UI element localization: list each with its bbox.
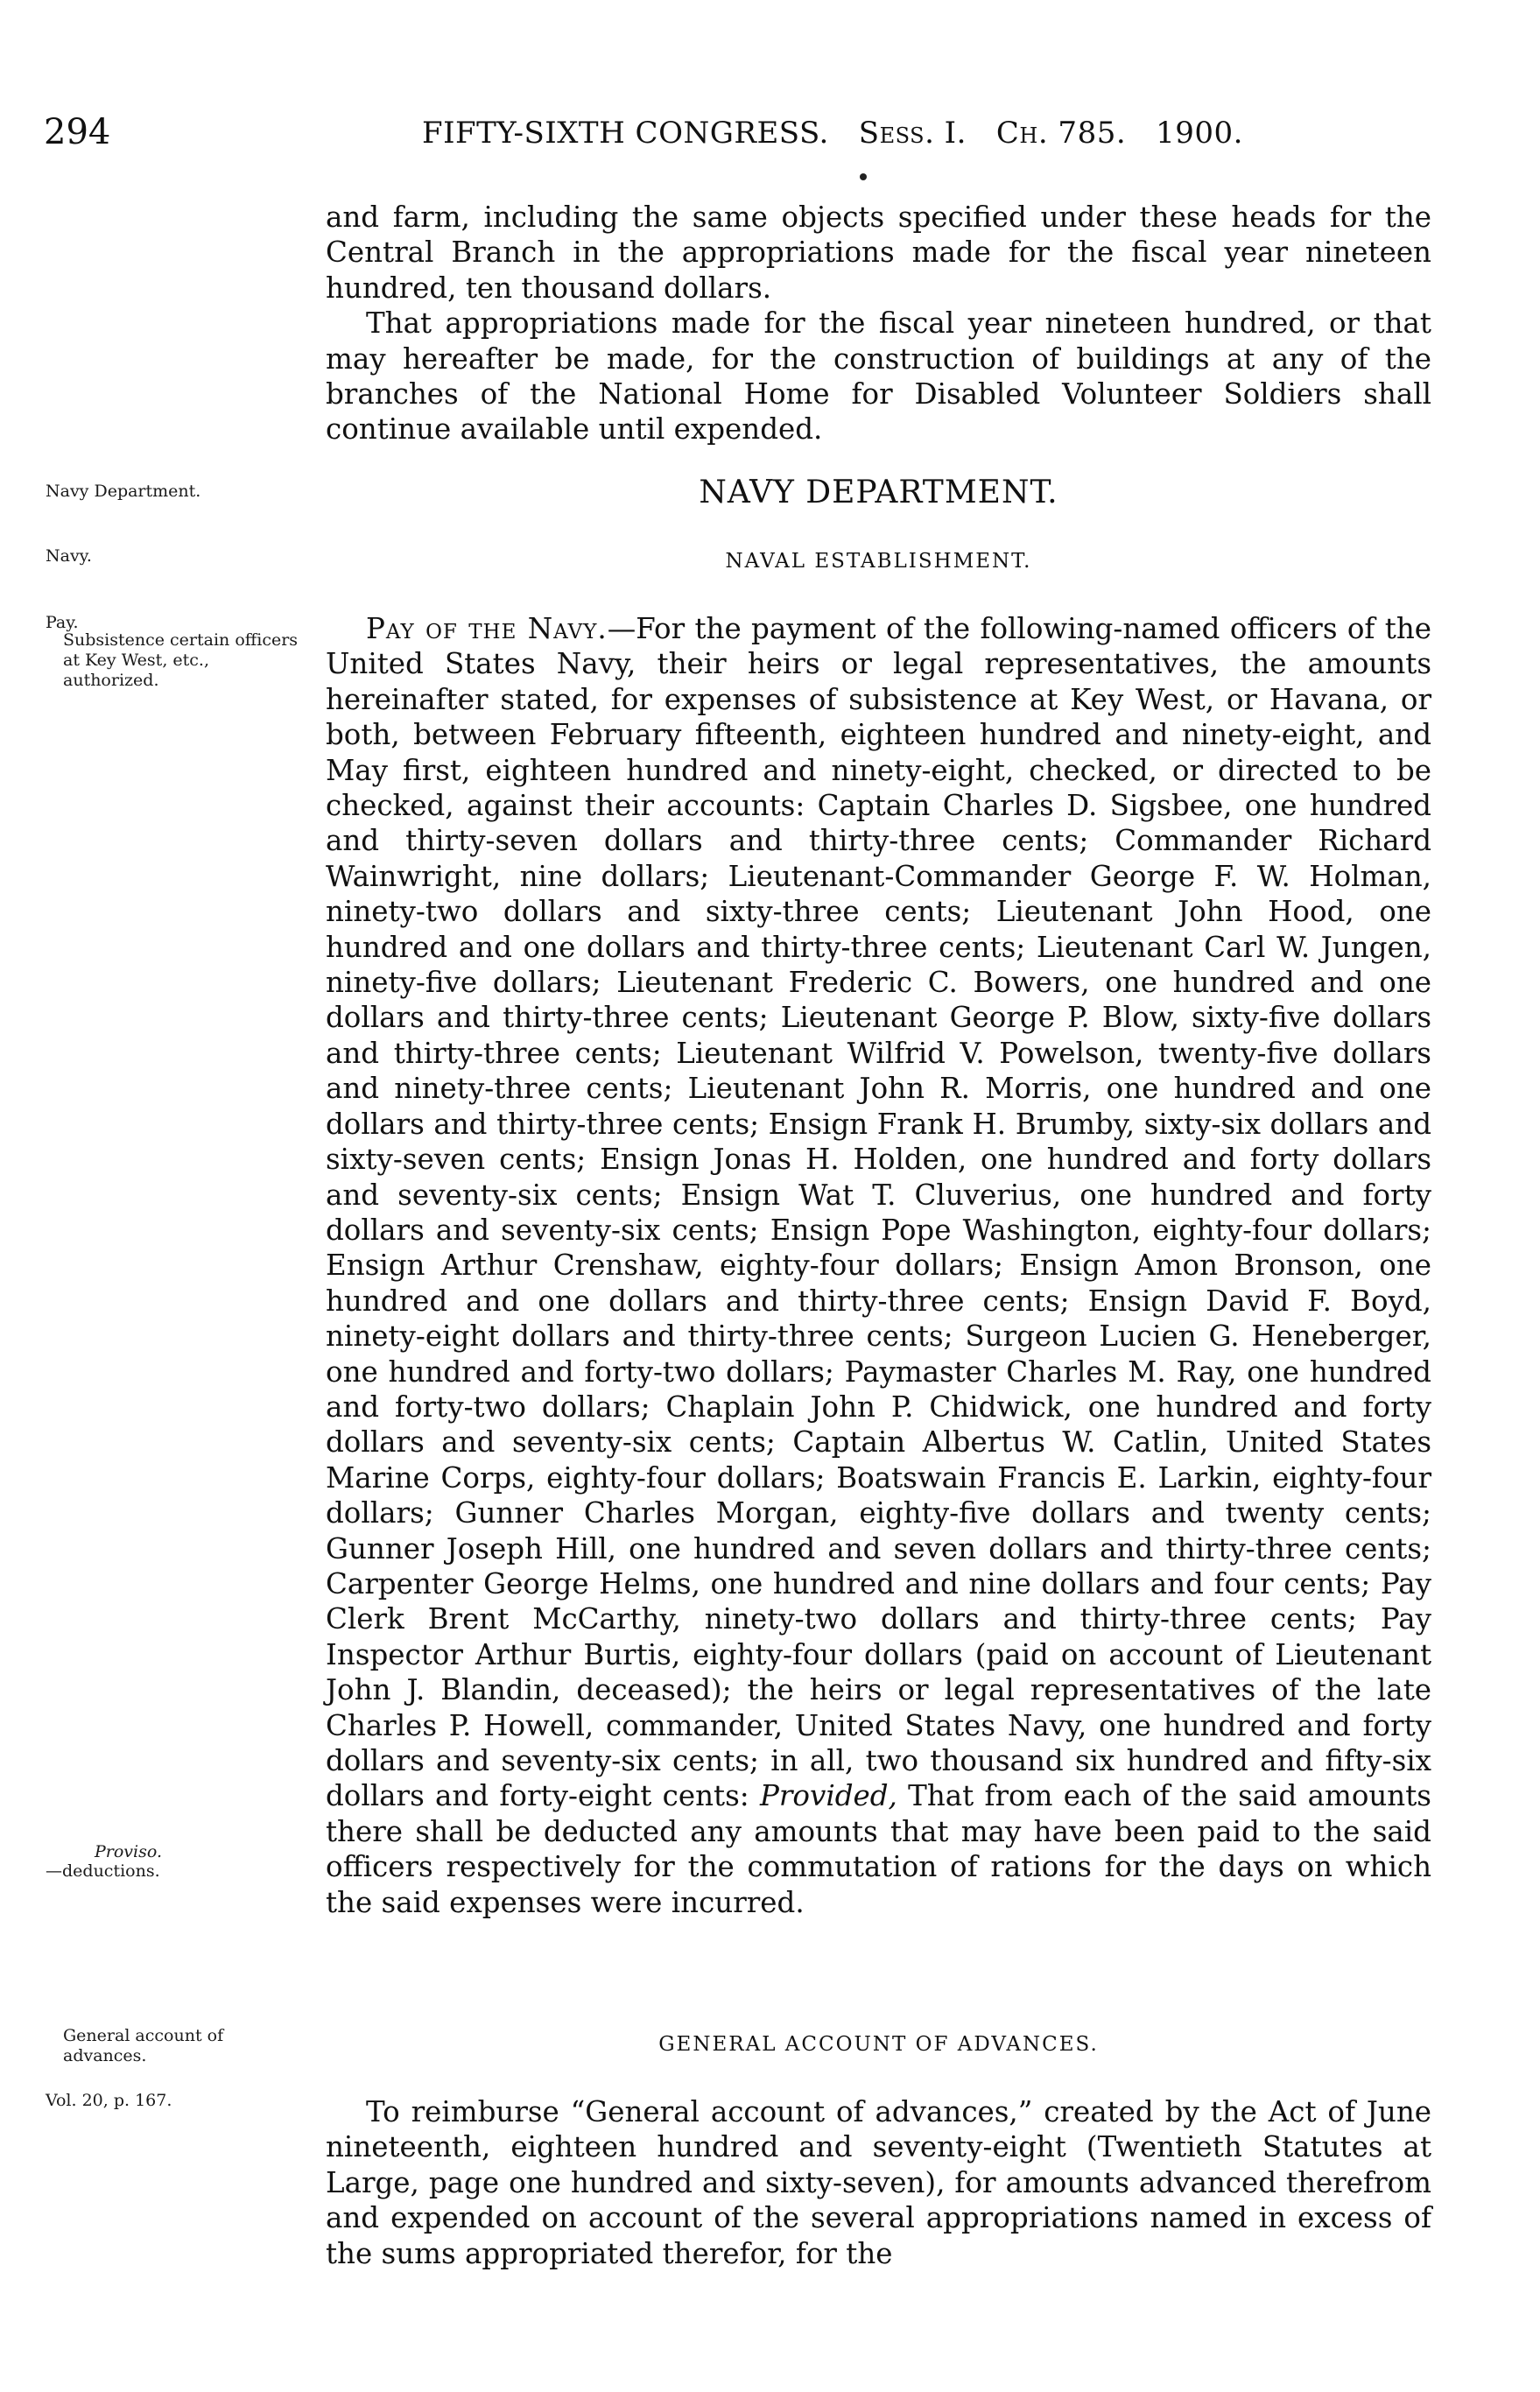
margin-note-general-account-text: General account of advances. (63, 2026, 224, 2065)
margin-note-volume-reference: Vol. 20, p. 167. (46, 2091, 172, 2110)
chapter-label: Ch. 785. (995, 116, 1127, 151)
navy-department-heading: NAVY DEPARTMENT. (699, 475, 1058, 510)
session-label: Sess. I. (858, 116, 967, 151)
running-head-title (422, 116, 1243, 151)
year-label: 1900. (1156, 116, 1243, 151)
intro-paragraph-2: That appropriations made for the fiscal year nineteen hundred, or that may hereafter be made, for the construction of buildings at any of the branches of the National Home for Disabled Volunteer Soldiers shall continue available until expended. (326, 306, 1431, 447)
intro-paragraph-1: and farm, including the same objects specified under these heads for the Central Branch in the appropriations made for the fiscal year nineteen hundred, ten thousand dollars. (326, 201, 1431, 305)
pay-of-navy-body: —For the payment of the following-named officers of the United States Navy, their heirs or legal representatives, the amounts hereinafter stated, for expenses of subsistence at Key West, or Havana, or both, between February fifteenth, eighteen hundred and ninety-eight, and May first, eighteen hundred and ninety-eight, checked, or directed to be checked, against their accounts: Captain Charles D. Sigsbee, one hundred and thirty-seven dollars and thirty-three cents; Commander Richard Wainwright, nine dollars; Lieutenant-Commander George F. W. Holman, ninety-two dollars and sixty-three cents; Lieutenant John Hood, one hundred and one dollars and thirty-three cents; Lieutenant Carl W. Jungen, ninety-five dollars; Lieutenant Frederic C. Bowers, one hundred and one dollars and thirty-three cents; Lieutenant George P. Blow, sixty-five dollars and thirty-three cents; Lieutenant Wilfrid V. Powelson, twenty-five dollars and ninety-three cents; Lieutenant John R. Morris, one hundred and one dollars and thirty-three cents; Ensign Frank H. Brumby, sixty-six dollars and sixty-seven cents; Ensign Jonas H. Holden, one hundred and forty dollars and seventy-six cents; Ensign Wat T. Cluverius, one hundred and forty dollars and seventy-six cents; Ensign Pope Washington, eighty-four dollars; Ensign Arthur Crenshaw, eighty-four dollars; Ensign Amon Bronson, one hundred and one dollars and thirty-three cents; Ensign David F. Boyd, ninety-eight dollars and thirty-three cents; Surgeon Lucien G. Heneberger, one hundred and forty-two dollars; Paymaster Charles M. Ray, one hundred and forty-two dollars; Chaplain John P. Chidwick, one hundred and forty dollars and seventy-six cents; Captain Albertus W. Catlin, United States Marine Corps, eighty-four dollars; Boatswain Francis E. Larkin, eighty-four dollars; Gunner Charles Morgan, eighty-five dollars and twenty cents; Gunner Joseph Hill, one hundred and seven dollars and thirty-three cents; Carpenter George Helms, one hundred and nine dollars and four cents; Pay Clerk Brent McCarthy, ninety-two dollars and thirty-three cents; Pay Inspector Arthur Burtis, eighty-four dollars (paid on account of Lieutenant John J. Blandin, deceased); the heirs or legal representatives of the late Charles P. Howell, commander, United States Navy, one hundred and forty dollars and seventy-six cents; in all, two thousand six hundred and fifty-six dollars and forty-eight cents: (326, 612, 1432, 1813)
margin-note-navy-department: Navy Department. (46, 482, 201, 501)
pay-of-navy-paragraph (326, 611, 1431, 1920)
general-account-paragraph: To reimburse “General account of advances,” created by the Act of June nineteenth, eighteen hundred and seventy-eight (Twentieth Statutes at Large, page one hundred and sixty-seven), for amounts advanced therefrom and expended on account of the several appropriations named in excess of the sums appropriated therefor, for the (326, 2095, 1431, 2270)
margin-note-subsistence (46, 630, 305, 691)
running-head (44, 112, 1427, 156)
general-account-heading: GENERAL ACCOUNT OF ADVANCES. (658, 2033, 1099, 2056)
printer-dot-mark (860, 173, 867, 180)
margin-note-navy: Navy. (46, 546, 92, 566)
margin-note-pay: Pay. (46, 613, 79, 632)
page-number: 294 (44, 112, 111, 152)
intro-section (326, 200, 1431, 447)
naval-establishment-subheading: NAVAL ESTABLISHMENT. (725, 550, 1032, 573)
margin-note-general-account (46, 2026, 291, 2066)
congress-title: FIFTY-SIXTH CONGRESS. (422, 116, 829, 151)
proviso-text: That from each of the said amounts there shall be deducted any amounts that may have been paid to the said officers respectively for the commutation of rations for the days on which the said expenses were incurred. (326, 1779, 1431, 1919)
general-account-section (326, 2094, 1431, 2271)
margin-note-subsistence-text: Subsistence certain officers at Key West, etc., authorized. (63, 630, 299, 690)
pay-of-navy-lead-in: Pay of the Navy. (366, 612, 608, 645)
margin-note-deductions: —deductions. (46, 1861, 160, 1881)
proviso-word: Provided, (759, 1779, 897, 1813)
pay-of-navy-section (326, 611, 1431, 1920)
margin-note-proviso: Proviso. (95, 1842, 163, 1861)
